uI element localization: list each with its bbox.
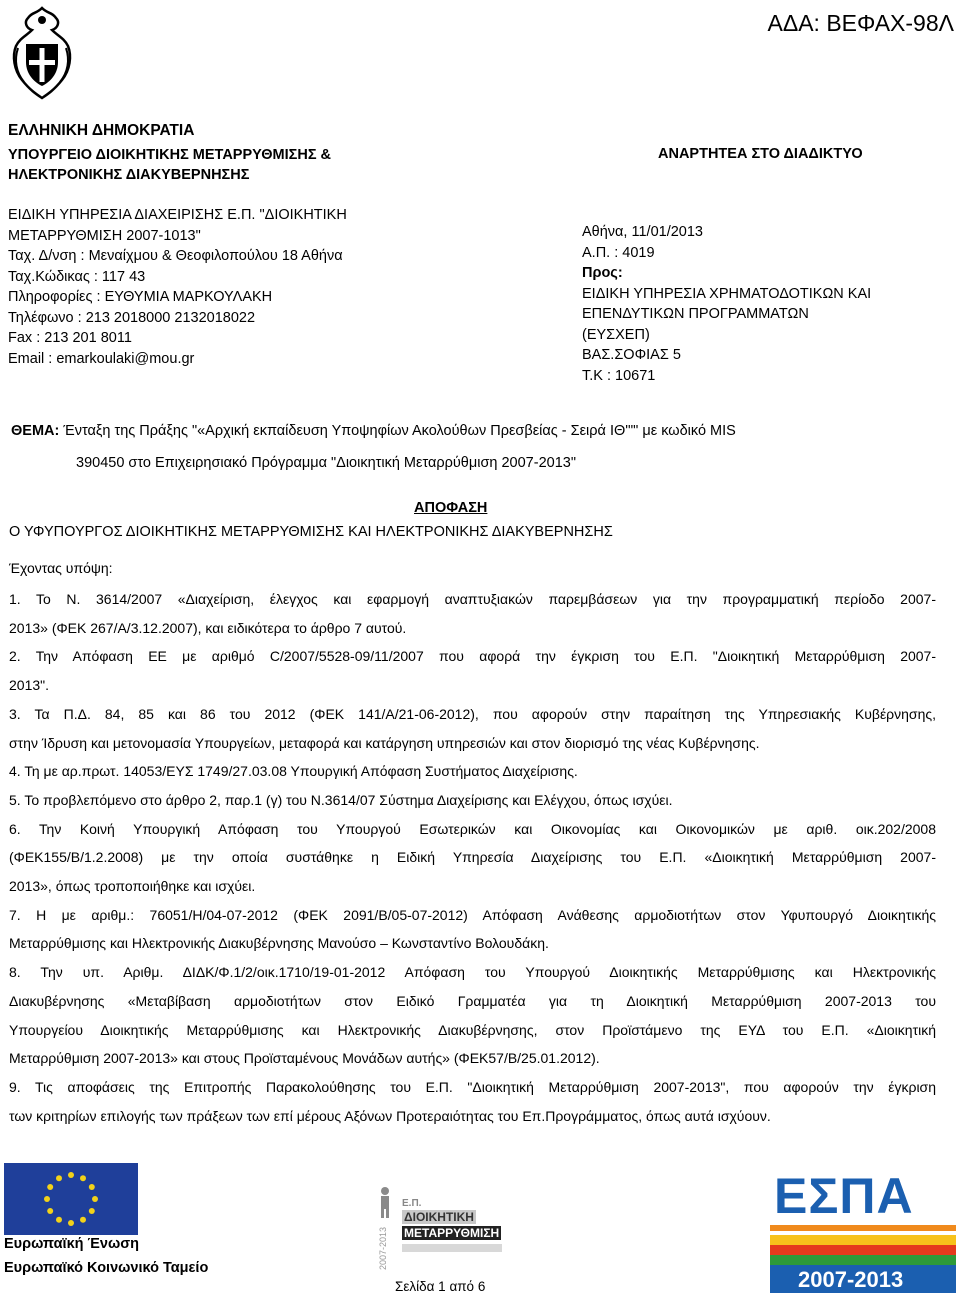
list-item: 5. Το προβλεπόμενο στο άρθρο 2, παρ.1 (γ) του Ν.3614/07 Σύστημα Διαχείρισης και Ελέγχου, όπως ισχύει. <box>9 791 673 808</box>
page-number: Σελίδα 1 από 6 <box>395 1279 486 1294</box>
publish-note: ΑΝΑΡΤΗΤΕΑ ΣΤΟ ΔΙΑΔΙΚΤΥΟ <box>658 146 863 162</box>
coat-of-arms-icon <box>6 4 78 102</box>
ministry-name-line1: ΥΠΟΥΡΓΕΙΟ ΔΙΟΙΚΗΤΙΚΗΣ ΜΕΤΑΡΡΥΘΜΙΣΗΣ & <box>8 147 332 163</box>
sender-postcode: Ταχ.Κώδικας : 117 43 <box>8 268 146 285</box>
to-label: Προς: <box>582 265 623 281</box>
ep-decor-bar <box>402 1244 502 1252</box>
person-icon <box>376 1186 394 1218</box>
list-item: 7. Η με αριθμ.: 76051/Η/04-07-2012 (ΦΕΚ 2091/Β/05-07-2012) Απόφαση Ανάθεσης αρμοδιοτήτων στον Υφυπουργό Διοικητικής Μεταρρύθμισης και Ηλεκτρονικής Διακυβέρνησης Μανούσο – Κωνσταντίνο Βολουδάκη. <box>9 906 936 952</box>
list-item: 9. Τις αποφάσεις της Επιτροπής Παρακολούθησης του Ε.Π. "Διοικητική Μεταρρύθμιση 2007-2013", που αφορούν την έγκριση των κριτηρίων επιλογής των πράξεων των επί μέρους Αξόνων Προτεραιότητας του Επ.Προγράμματος, όπως αυτά ισχύουν. <box>9 1078 936 1124</box>
ep-line1: ΔΙΟΙΚΗΤΙΚΗ <box>404 1210 474 1224</box>
eu-line2: Ευρωπαϊκό Κοινωνικό Ταμείο <box>4 1260 209 1276</box>
espa-title: ΕΣΠΑ <box>774 1168 914 1224</box>
protocol-number: Α.Π. : 4019 <box>582 244 655 261</box>
sender-email: Email : emarkoulaki@mou.gr <box>8 350 195 367</box>
country-name: ΕΛΛΗΝΙΚΗ ΔΗΜΟΚΡΑΤΙΑ <box>8 122 195 139</box>
recipient-address: ΒΑΣ.ΣΟΦΙΑΣ 5 <box>582 347 681 363</box>
recipient-line: ΕΙΔΙΚΗ ΥΠΗΡΕΣΙΑ ΧΡΗΜΑΤΟΔΟΤΙΚΩΝ ΚΑΙ <box>582 285 872 302</box>
recipient-postcode: Τ.Κ : 10671 <box>582 367 656 384</box>
espa-years: 2007-2013 <box>798 1267 904 1292</box>
sender-block <box>8 205 347 369</box>
list-item: 2. Την Απόφαση ΕΕ με αριθμό C/2007/5528-09/11/2007 που αφορά την έγκριση του Ε.Π. "Διοικητική Μεταρρύθμιση 2007- 2013". <box>9 648 936 694</box>
list-item: 6. Την Κοινή Υπουργική Απόφαση του Υπουργού Εσωτερικών και Οικονομίας και Οικονομικών με αριθ. οικ.202/2008 (ΦΕΚ155/Β/1.2.2008) με την οποία συστάθηκε η Ειδική Υπηρεσία Διαχείρισης του Ε.Π. «Διοικητική Μεταρρύθμιση 2007- 2013», όπως τροποποιήθηκε και ισχύει. <box>9 820 936 895</box>
list-item: 4. Τη με αρ.πρωτ. 14053/ΕΥΣ 1749/27.03.08 Υπουργική Απόφαση Συστήματος Διαχείρισης. <box>9 763 578 780</box>
considerations-list <box>9 585 936 1130</box>
document-date: Αθήνα, 11/01/2013 <box>582 224 703 240</box>
recipient-line: ΕΠΕΝΔΥΤΙΚΩΝ ΠΡΟΓΡΑΜΜΑΤΩΝ <box>582 306 809 322</box>
ep-vertical-years: 2007-2013 <box>378 1226 388 1270</box>
subject-line1: Ένταξη της Πράξης "«Αρχική εκπαίδευση Υποψηφίων Ακολούθων Πρεσβείας - Σειρά ΙΘ'"" με κωδικό MIS <box>63 423 736 439</box>
sender-fax: Fax : 213 201 8011 <box>8 330 132 346</box>
decision-title: ΑΠΟΦΑΣΗ <box>414 500 488 516</box>
sender-address: Ταχ. Δ/νση : Μεναίχμου & Θεοφιλοπούλου 18 Αθήνα <box>8 248 343 264</box>
ada-code: ΑΔΑ: ΒΕΦΑΧ-98Λ <box>767 10 954 36</box>
decision-authority: Ο ΥΦΥΠΟΥΡΓΟΣ ΔΙΟΙΚΗΤΙΚΗΣ ΜΕΤΑΡΡΥΘΜΙΣΗΣ ΚΑΙ ΗΛΕΚΤΡΟΝΙΚΗΣ ΔΙΑΚΥΒΕΡΝΗΣΗΣ <box>9 524 613 540</box>
sender-contact-person: Πληροφορίες : ΕΥΘΥΜΙΑ ΜΑΡΚΟΥΛΑΚΗ <box>8 289 273 305</box>
list-item: 8. Την υπ. Αριθμ. ΔΙΔΚ/Φ.1/2/οικ.1710/19-01-2012 Απόφαση του Υπουργού Διοικητικής Μεταρρύθμισης και Ηλεκτρονικής Διακυβέρνησης «Μεταβίβαση αρμοδιοτήτων στον Ειδικό Γραμματέα για τη Διοικητική Μεταρρύθμιση 2007-2013 του Υπουργείου Διοικητικής Μεταρρύθμισης και Ηλεκτρονικής Διακυβέρνησης, στον Προϊστάμενο της ΕΥΔ του Ε.Π. «Διοικητική Μεταρρύθμιση 2007-2013» και στους Προϊσταμένους Μονάδων αυτής» (ΦΕΚ57/Β/25.01.2012). <box>9 964 936 1067</box>
ep-small-label: Ε.Π. <box>402 1198 422 1209</box>
sender-line: ΜΕΤΑΡΡΥΘΜΙΣΗ 2007-1013" <box>8 227 201 244</box>
considering-label: Έχοντας υπόψη: <box>9 560 113 576</box>
sender-phone: Τηλέφωνο : 213 2018000 2132018022 <box>8 309 256 326</box>
espa-logo <box>770 1163 956 1293</box>
eu-flag-icon <box>4 1163 138 1235</box>
list-item: 3. Τα Π.Δ. 84, 85 και 86 του 2012 (ΦΕΚ 141/Α/21-06-2012), που αφορούν στην παραίτηση της Υπηρεσιακής Κυβέρνησης, στην Ίδρυση και μετονομασία Υπουργείων, μεταφορά και κατάργηση υπηρεσιών και στον διορισμό της νέας Κυβέρνησης. <box>9 705 936 751</box>
eu-line1: Ευρωπαϊκή Ένωση <box>4 1236 139 1252</box>
subject-label: ΘΕΜΑ: <box>11 423 60 439</box>
list-item: 1. Το Ν. 3614/2007 «Διαχείριση, έλεγχος και εφαρμογή αναπτυξιακών παρεμβάσεων για την προγραμματική περίοδο 2007- 2013» (ΦΕΚ 267/Α/3.12.2007), και ειδικότερα το άρθρο 7 αυτού. <box>9 591 936 636</box>
ep-logo <box>372 1170 512 1274</box>
sender-line: ΕΙΔΙΚΗ ΥΠΗΡΕΣΙΑ ΔΙΑΧΕΙΡΙΣΗΣ Ε.Π. "ΔΙΟΙΚΗΤΙΚΗ <box>8 207 347 223</box>
ep-line2: ΜΕΤΑΡΡΥΘΜΙΣΗ <box>404 1226 500 1240</box>
recipient-line: (ΕΥΣΧΕΠ) <box>582 326 650 343</box>
ministry-name-line2: ΗΛΕΚΤΡΟΝΙΚΗΣ ΔΙΑΚΥΒΕΡΝΗΣΗΣ <box>8 167 250 183</box>
recipient-block <box>582 222 871 386</box>
subject-line2: 390450 στο Επιχειρησιακό Πρόγραμμα "Διοικητική Μεταρρύθμιση 2007-2013" <box>76 455 576 471</box>
subject <box>11 423 736 439</box>
